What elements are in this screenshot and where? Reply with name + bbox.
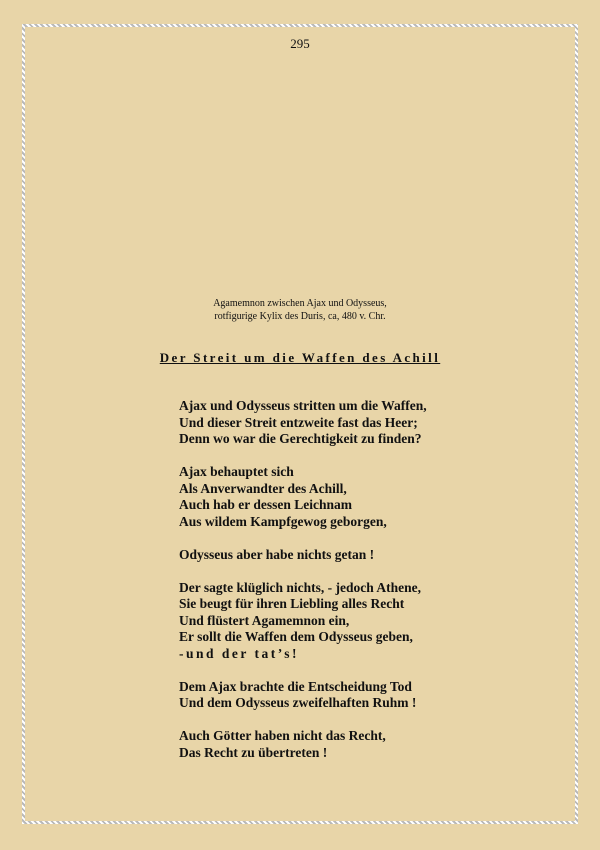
stanza-gap	[179, 712, 579, 729]
poem-line: Und dieser Streit entzweite fast das Heer;	[179, 414, 418, 430]
poem-title: Der Streit um die Waffen des Achill	[159, 350, 441, 365]
stanza-gap	[179, 662, 579, 679]
caption-line-1: Agamemnon zwischen Ajax und Odysseus,	[213, 298, 387, 309]
poem-line: Das Recht zu übertreten !	[179, 744, 328, 760]
poem-line: Er sollt die Waffen dem Odysseus geben,	[179, 629, 413, 644]
caption-line-2: rotfigurige Kylix des Duris, ca, 480 v. Chr.	[214, 311, 386, 322]
poem-line: Sie beugt für ihren Liebling alles Recht	[179, 596, 405, 611]
stanza-gap	[179, 530, 579, 547]
poem-line-spaced: -und der tat’s!	[179, 645, 300, 661]
poem-body	[179, 398, 579, 761]
poem-line: Auch hab er dessen Leichnam	[179, 497, 353, 512]
poem-line: Und flüstert Agamemnon ein,	[179, 612, 350, 628]
image-caption	[0, 297, 600, 323]
stanza-gap	[179, 563, 579, 580]
poem-line: Auch Götter haben nicht das Recht,	[179, 728, 386, 743]
poem-line: Ajax und Odysseus stritten um die Waffen,	[179, 398, 427, 413]
poem-line: Und dem Odysseus zweifelhaften Ruhm !	[179, 695, 417, 710]
poem-line: Denn wo war die Gerechtigkeit zu finden?	[179, 431, 422, 446]
poem-line: Ajax behauptet sich	[179, 464, 294, 479]
poem-line: Aus wildem Kampfgewog geborgen,	[179, 513, 387, 529]
poem-line: Dem Ajax brachte die Entscheidung Tod	[179, 678, 412, 694]
page-number: 295	[290, 36, 310, 51]
stanza-gap	[179, 448, 579, 465]
poem-line: Als Anverwandter des Achill,	[179, 480, 347, 496]
poem-line: Odysseus aber habe nichts getan !	[179, 546, 375, 562]
poem-line: Der sagte klüglich nichts, - jedoch Athene,	[179, 579, 421, 595]
